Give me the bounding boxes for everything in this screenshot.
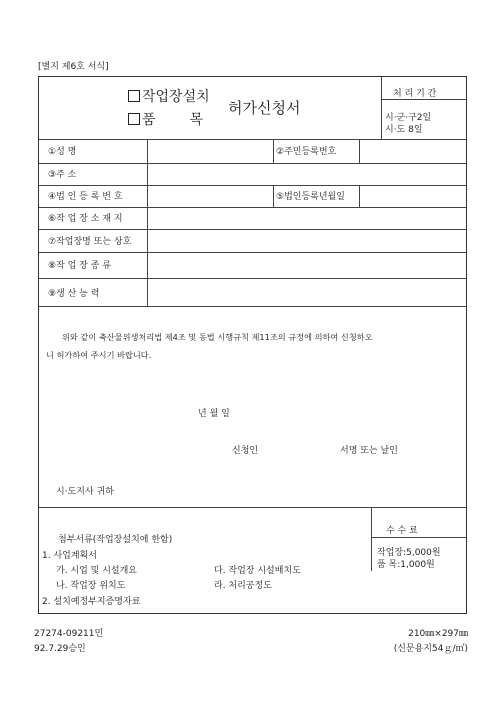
divider <box>39 139 466 140</box>
divider <box>273 139 274 163</box>
field-address-label: ③주 소 <box>48 170 77 180</box>
form-number-label: [별지 제6호 서식] <box>38 62 109 72</box>
divider <box>39 306 466 307</box>
attachment-item-1d: 라. 처리공정도 <box>214 581 272 591</box>
paper-type: (신문용지54ｇ/㎡) <box>393 644 468 654</box>
divider <box>359 139 360 163</box>
divider <box>39 207 466 208</box>
attachment-item-1a: 가. 시업 및 시설개요 <box>56 566 137 576</box>
attachment-item-1: 1. 사업계획서 <box>42 551 97 561</box>
field-resident-number-label: ②주민등록번호 <box>276 147 337 157</box>
divider <box>371 537 466 538</box>
fee-label: 수 수 료 <box>386 526 418 536</box>
signature-label: 서명 또는 날인 <box>340 446 398 456</box>
attachment-item-1b: 나. 작업장 위치도 <box>56 581 126 591</box>
divider <box>39 229 466 230</box>
field-name-label: ①성 명 <box>48 147 77 157</box>
divider <box>39 252 466 253</box>
checkbox-icon <box>128 90 140 102</box>
option-work-site-label: 작업장설치 <box>142 89 210 105</box>
field-location-label: ⑥작 업 장 소 재 지 <box>48 214 123 224</box>
divider <box>381 77 382 139</box>
form-code: 27274-09211민 <box>34 629 104 639</box>
field-site-name-label: ⑦작업장명 또는 상호 <box>48 237 132 247</box>
request-text-line2: 니 허가하여 주시기 바랍니다. <box>46 350 152 360</box>
divider <box>273 185 274 207</box>
divider <box>381 99 467 100</box>
option-work-site <box>128 86 210 106</box>
recipient-label: 시·도지사 귀하 <box>56 487 114 497</box>
fee-item: 품 목:1,000원 <box>377 560 435 570</box>
field-corp-date-label: ⑤법인등록년월일 <box>276 192 345 202</box>
divider <box>39 278 466 279</box>
attachments-title: 첨부서류(작업장설치에 한함) <box>58 535 173 545</box>
form-title: 허가신청서 <box>228 99 301 117</box>
paper-size: 210㎜×297㎜ <box>408 629 468 639</box>
option-item-label-a: 품 <box>142 112 156 128</box>
divider <box>147 139 148 306</box>
option-item <box>128 109 203 129</box>
divider <box>359 185 360 207</box>
checkbox-icon <box>128 113 140 125</box>
attachment-item-1c: 다. 작업장 시설배치도 <box>214 566 301 576</box>
field-capacity-label: ⑨생 산 능 력 <box>48 289 100 299</box>
attachment-item-2: 2. 설치예정부지증명자료 <box>42 597 141 607</box>
processing-period-label: 처 리 기 간 <box>393 89 437 99</box>
divider <box>39 185 466 186</box>
divider <box>39 507 466 508</box>
field-corp-number-label: ④법 인 등 록 번 호 <box>48 192 123 202</box>
processing-period-1: 시·군·구2일 <box>385 113 432 123</box>
field-site-type-label: ⑧작 업 장 종 류 <box>48 261 111 271</box>
approval-date: 92.7.29승인 <box>34 644 86 654</box>
option-item-label-b: 목 <box>189 112 204 128</box>
divider <box>39 163 466 164</box>
applicant-label: 신청인 <box>232 446 259 456</box>
processing-period-2: 시·도 8일 <box>385 125 423 135</box>
fee-work-site: 작업장:5,000원 <box>377 548 441 558</box>
divider <box>371 507 372 571</box>
date-line: 년 월 일 <box>198 409 230 419</box>
request-text-line1: 위와 같이 축산물위생처리법 제4조 및 동법 시행규칙 제11조의 규정에 의하여 신청하오 <box>62 332 373 342</box>
